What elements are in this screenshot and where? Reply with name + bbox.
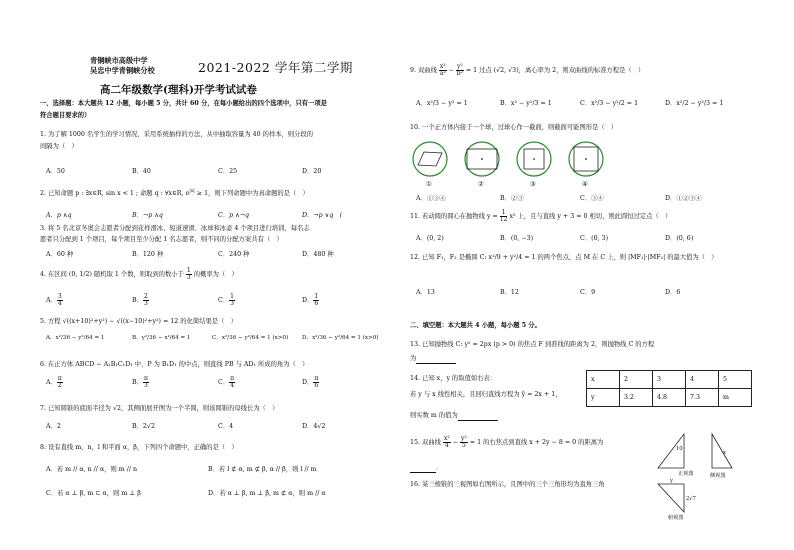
q6-option-a-label: A． xyxy=(46,379,57,386)
q14-cell: 5 xyxy=(719,371,752,389)
q14-stem-3-text: 则实数 m 的值为 xyxy=(410,412,458,419)
q4-option-c-label: C． xyxy=(218,297,230,304)
q11-option-d[interactable]: D．(0, 6) xyxy=(665,235,694,242)
q14-cell: 2 xyxy=(620,371,653,389)
q8-stem: 8. 设有直线 m，n，l 和平面 α，β，下列四个命题中，正确的是（ ） xyxy=(40,444,238,451)
q9-option-b[interactable]: B．x² − y²/3 = 1 xyxy=(500,100,552,107)
q4-option-b[interactable] xyxy=(132,294,149,307)
q3-stem: 3. 将 5 名北京冬奥会志愿者分配到花样滑冰、短道速滑、冰球和冰壶 4 个项目进行培训，每名志 xyxy=(40,225,310,232)
q8-option-c[interactable]: C．若 α ⊥ β, m ⊂ α，则 m ⊥ β xyxy=(46,490,141,497)
q11-option-b[interactable]: B．(0, −3) xyxy=(500,235,534,242)
q3-option-b[interactable]: B．120 种 xyxy=(132,251,164,258)
q16-top-view xyxy=(658,484,684,512)
q14-answer-blank[interactable] xyxy=(458,412,498,421)
q3-option-d[interactable]: D．480 种 xyxy=(302,251,334,258)
q11-option-c[interactable]: C．(0, 3) xyxy=(580,235,609,242)
q2-option-b[interactable]: B．¬p ∧q xyxy=(132,212,163,219)
q10-option-b[interactable]: B．②③ xyxy=(500,195,524,202)
q10-option-c[interactable]: C．③④ xyxy=(580,195,604,202)
q9-frac-y: $\frac{\text{y²}}{\text{b²}}$ xyxy=(456,63,464,77)
year-term: 2021-2022 学年第二学期 xyxy=(198,60,353,75)
q13-stem: 13. 已知抛物线 C: y² = 2px (p > 0) 的焦点 F 到准线的距离为 2，则抛物线 C 的方程 xyxy=(410,341,655,348)
section1-title: 一、选择题：本大题共 12 小题，每小题 5 分，共计 60 分，在每小题给出的四个选项中，只有一项是 xyxy=(40,100,327,107)
q6-option-c-den: 4 xyxy=(230,382,235,389)
q7-option-c[interactable]: C．4 xyxy=(218,423,234,430)
q15-stem-b: = 1 的右焦点到直线 x + 2y − 8 = 0 的距离为 xyxy=(469,439,604,446)
q2-option-c[interactable]: C．p ∧¬q xyxy=(218,212,250,219)
q2-option-d[interactable]: D．¬p ∨q ( xyxy=(302,212,343,219)
q11-fraction: $\frac{1}{12}$ xyxy=(499,209,508,223)
q14-stem: 14. 已知 x，y 的取值如右表： xyxy=(410,375,497,382)
q4-option-d-num: 1 xyxy=(314,293,319,300)
q4-option-a-label: A． xyxy=(46,297,57,304)
section1-title-cont: 符合题目要求的） xyxy=(40,112,91,119)
q1-option-b[interactable]: B．40 xyxy=(132,168,151,175)
q14-cell: y xyxy=(587,389,620,407)
q12-stem: 12. 已知 F₁，F₂ 是椭圆 C: x²/9 + y²/4 = 1 的两个焦点，点 M 在 C 上，则 |MF₁|·|MF₂| 的最大值为（ ） xyxy=(410,254,718,261)
q15-answer-blank[interactable] xyxy=(410,464,436,473)
section2-title: 二、填空题：本大题共 4 小题，每小题 5 分。 xyxy=(410,322,541,329)
q16-side-view-label: 侧视图 xyxy=(710,473,726,479)
q4-option-b-num: 2 xyxy=(143,293,148,300)
q8-option-d[interactable]: D．若 α ⊥ β, m ⊥ β, m ⊄ α，则 m // α xyxy=(208,490,326,497)
q14-cell: 4.8 xyxy=(653,389,686,407)
q14-cell: 4 xyxy=(686,371,719,389)
q13-answer-blank[interactable] xyxy=(416,355,456,364)
q1-option-c[interactable]: C．25 xyxy=(218,168,238,175)
q4-option-c-den: 3 xyxy=(230,300,234,307)
q16-top-view-label: 俯视图 xyxy=(668,515,684,521)
q15-stem-2 xyxy=(410,464,442,473)
q7-stem: 7. 已知圆锥的底面半径为 √2，其侧面展开图为一个半圆，则该圆锥的母线长为（ ） xyxy=(40,405,279,412)
q11-stem xyxy=(410,210,671,224)
q8-option-a[interactable]: A．若 m // α, n // α，则 m // n xyxy=(46,466,138,473)
q4-option-d[interactable] xyxy=(302,294,319,307)
q16-stem: 16. 某三棱锥的三视图如右图所示，且图中的三个三角形均为直角三角 xyxy=(410,481,605,488)
q11-stem-a: 11. 若动圆的圆心在抛物线 y = xyxy=(410,213,498,220)
exam-title: 高二年级数学(理科)开学考试试卷 xyxy=(100,84,257,96)
q6-option-b-label: B． xyxy=(132,379,143,386)
q10-figure-4 xyxy=(569,142,603,176)
q10-fig-label-3: ③ xyxy=(530,181,536,188)
q12-option-a[interactable]: A．13 xyxy=(416,289,435,296)
q2-stem xyxy=(40,188,309,198)
q10-stem: 10. 一个正方体内接于一个球，过球心作一截面，则截面可能图形是（ ） xyxy=(410,124,618,131)
q12-option-c[interactable]: C．9 xyxy=(580,289,596,296)
q9-stem-b: = 1 过点 (√2, √3)，离心率为 2，则双曲线的标准方程是（ ） xyxy=(465,67,645,74)
school-name-line1: 青铜峡市高级中学 xyxy=(90,56,148,65)
q4-fraction: $\frac{1}{3}$ xyxy=(186,267,191,281)
q9-stem: 9. 双曲线 $\frac{\text{x²}}{\text{a²}}$ − $\frac{\text{y²}}{\text{b²}}$ = 1 过点 (√2, √3)，离心率为 2，则双曲线的标准方程是（ ） xyxy=(410,63,645,77)
q15-frac-y: $\frac{\text{y²}}{5}$ xyxy=(461,435,467,449)
q4-stem-b: 随机取 1 个数，则取到的数小于 xyxy=(94,271,184,278)
q16-label-x: x xyxy=(723,450,726,456)
school-name-line2: 吴忠中学青铜峡分校 xyxy=(90,66,155,75)
q13-stem-2-text: 为 xyxy=(410,355,417,362)
q3-option-a[interactable]: A．60 种 xyxy=(46,251,74,258)
q4-stem xyxy=(40,268,238,282)
q6-option-b-num: π xyxy=(143,375,148,382)
q9-option-d[interactable]: D．x²/2 − y²/3 = 1 xyxy=(665,100,724,107)
q16-three-views xyxy=(648,428,763,523)
q5-option-b[interactable]: B．y²/36 − x²/64 = 1 xyxy=(132,335,191,341)
q10-fig-label-4: ④ xyxy=(582,181,588,188)
q6-option-a[interactable] xyxy=(46,376,63,389)
q4-stem-a: 4. 在区间 xyxy=(40,271,67,278)
q10-figure-2 xyxy=(465,142,499,176)
q8-option-b[interactable]: B．若 l ⊄ α, m ⊄ β, α // β，则 l // m xyxy=(208,466,317,473)
q9-stem-a: 9. 双曲线 xyxy=(410,67,437,74)
q4-option-c-num: 1 xyxy=(230,293,234,300)
q6-option-d[interactable] xyxy=(302,376,319,389)
q1-option-a[interactable]: A．50 xyxy=(46,168,65,175)
q7-option-b[interactable]: B．2√2 xyxy=(132,423,155,430)
q4-option-b-den: 3 xyxy=(143,300,148,307)
q14-cell: 7.3 xyxy=(686,389,719,407)
q6-option-c-label: C． xyxy=(218,379,230,386)
q10-figure-3 xyxy=(517,142,551,176)
q4-option-d-den: 6 xyxy=(314,300,319,307)
q16-label-y: y xyxy=(670,478,673,484)
q1-stem-2: 间隔为（ ） xyxy=(40,143,78,150)
q14-cell: 3 xyxy=(653,371,686,389)
q4-option-a-num: 3 xyxy=(57,293,62,300)
q6-option-d-num: π xyxy=(314,375,319,382)
q5-option-c[interactable]: C．x²/36 − y²/64 = 1 (x>0) xyxy=(212,335,289,341)
q4-option-b-label: B． xyxy=(132,297,143,304)
q6-option-d-label: D． xyxy=(302,379,314,386)
q5-option-a[interactable]: A．x²/36 − y²/64 = 1 xyxy=(46,335,105,341)
q14-stem-3 xyxy=(410,412,498,421)
q9-option-c[interactable]: C．x²/3 − y²/2 = 1 xyxy=(580,100,639,107)
q1-stem: 1. 为了解 1000 名学生的学习情况，采用系统抽样的方法，从中抽取容量为 40 的样本，则分段的 xyxy=(40,131,314,138)
q2-stem-text: 2. 已知命题 p : ∃x∈R, sin x < 1 ; 命题 q : ∀x∈R, e xyxy=(40,190,190,198)
q10-option-a[interactable]: A．①③④ xyxy=(416,195,446,202)
q14-cell: 3.2 xyxy=(620,389,653,407)
q3-stem-2: 愿者只分配到 1 个项目，每个项目至少分配 1 名志愿者，则不同的分配方案共有（ ） xyxy=(40,236,283,243)
q11-option-a[interactable]: A．(0, 2) xyxy=(416,235,444,242)
q10-figure-1 xyxy=(413,142,447,176)
q2-stem-sup: |x| xyxy=(189,189,195,194)
q14-cell: x xyxy=(587,371,620,389)
q6-option-b-den: 3 xyxy=(144,382,148,389)
q7-option-d[interactable]: D．4√2 xyxy=(302,423,326,430)
q10-fig-label-1: ① xyxy=(426,181,432,188)
q16-label-10: 10 xyxy=(676,446,683,452)
right-column xyxy=(410,0,760,550)
q6-option-a-den: 2 xyxy=(57,382,62,389)
q2-stem-end: ≥ 1，则下列命题中为真命题的是（ ） xyxy=(194,190,309,198)
q16-front-view-label: 正视图 xyxy=(678,471,694,477)
q15-stem: 15. 双曲线 $\frac{\text{x²}}{4}$ − $\frac{\text{y²}}{5}$ = 1 的右焦点到直线 x + 2y − 8 = 0 的距离为 xyxy=(410,435,604,449)
q11-stem-b: x² 上，且与直线 y + 3 = 0 相切，则此圆恒过定点（ ） xyxy=(509,213,672,220)
q6-option-c-num: π xyxy=(230,375,235,382)
q14-cell: m xyxy=(719,389,752,407)
q2-option-a[interactable]: A．p ∧q xyxy=(46,212,72,219)
q14-table-row-x xyxy=(587,371,752,389)
q6-stem: 6. 在正方体 ABCD − A₁B₁C₁D₁ 中，P 为 B₁D₁ 的中点，则直线 PB 与 AD₁ 所成的角为（ ） xyxy=(40,361,309,368)
q6-option-d-den: 6 xyxy=(314,382,319,389)
q15-stem-a: 15. 双曲线 xyxy=(410,439,441,446)
q9-frac-x: $\frac{\text{x²}}{\text{a²}}$ xyxy=(439,63,446,77)
q4-option-d-label: D． xyxy=(302,297,314,304)
q5-option-d[interactable]: D．x²/36 − y²/64 = 1 (x>0) xyxy=(302,335,379,341)
q6-option-c[interactable] xyxy=(218,376,235,389)
q12-option-b[interactable]: B．12 xyxy=(500,289,519,296)
q14-table xyxy=(586,370,752,407)
q4-option-a[interactable] xyxy=(46,294,63,307)
q9-option-a[interactable]: A．x²/3 − y² = 1 xyxy=(416,100,468,107)
q14-stem-2: 若 y 与 x 线性相关，且回归直线方程为 ŷ = 2x + 1， xyxy=(410,391,562,398)
q10-fig-label-2: ② xyxy=(478,181,484,188)
q6-option-b[interactable] xyxy=(132,376,149,389)
q12-option-d[interactable]: D．6 xyxy=(665,289,681,296)
q15-stem-2-text: ． xyxy=(436,464,443,471)
left-column xyxy=(40,0,395,550)
q7-option-a[interactable]: A．2 xyxy=(46,423,61,430)
q16-side-view xyxy=(712,434,732,468)
q3-option-c[interactable]: C．240 种 xyxy=(218,251,250,258)
q15-frac-x: $\frac{\text{x²}}{4}$ xyxy=(443,435,450,449)
q6-option-a-num: π xyxy=(57,375,62,382)
q10-option-d[interactable]: D．①②③④ xyxy=(665,195,702,202)
q16-label-2sqrt7: 2√7 xyxy=(686,496,696,502)
q1-option-d[interactable]: D．20 xyxy=(302,168,322,175)
q5-stem: 5. 方程 √((x+10)²+y²) − √((x−10)²+y²) = 12 的化简结果是（ ） xyxy=(40,318,237,325)
q4-stem-c: 的概率为（ ） xyxy=(193,271,238,278)
q14-table-row-y xyxy=(587,389,752,407)
q4-interval: (0, 1/2) xyxy=(68,271,92,278)
q10-figures xyxy=(410,139,640,185)
q13-stem-2 xyxy=(410,355,456,364)
q4-option-c[interactable] xyxy=(218,294,235,307)
q4-option-a-den: 4 xyxy=(57,300,62,307)
